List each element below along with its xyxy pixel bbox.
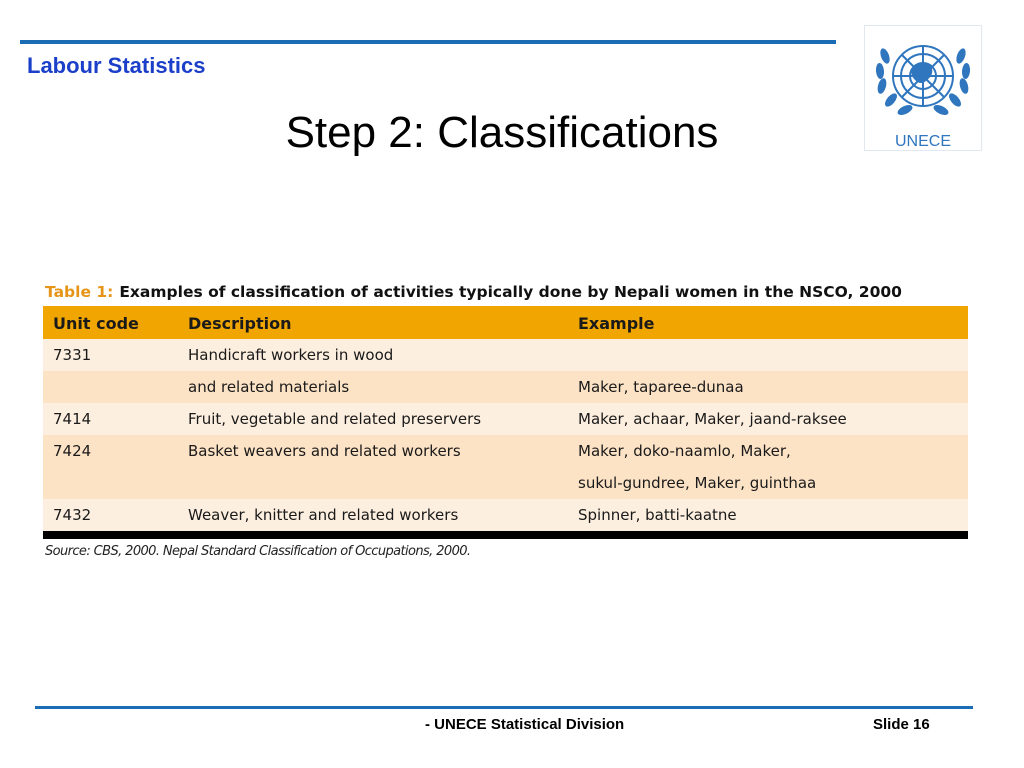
description-cell: and related materials bbox=[188, 378, 350, 396]
unit-code-cell: 7331 bbox=[53, 346, 92, 364]
table-caption bbox=[45, 283, 975, 301]
description-cell: Weaver, knitter and related workers bbox=[188, 506, 459, 524]
unece-logo bbox=[864, 25, 982, 151]
table-row bbox=[43, 499, 968, 531]
table-row bbox=[43, 371, 968, 403]
example-cell: Maker, taparee-dunaa bbox=[578, 378, 744, 396]
slide-number: Slide 16 bbox=[873, 716, 930, 733]
example-cell: Spinner, batti-kaatne bbox=[578, 506, 737, 524]
example-cell: Maker, achaar, Maker, jaand-raksee bbox=[578, 410, 847, 428]
description-cell: Basket weavers and related workers bbox=[188, 442, 461, 460]
table-row bbox=[43, 339, 968, 371]
unit-code-cell: 7414 bbox=[53, 410, 92, 428]
table-header-row bbox=[43, 306, 968, 339]
example-cell-continued: sukul-gundree, Maker, guinthaa bbox=[578, 474, 817, 492]
footer-division: - UNECE Statistical Division bbox=[425, 716, 625, 733]
column-header-unit-code: Unit code bbox=[53, 314, 139, 333]
column-header-description: Description bbox=[188, 314, 292, 333]
unit-code-cell: 7424 bbox=[53, 442, 92, 460]
logo-text: UNECE bbox=[894, 133, 951, 150]
slide-title: Step 2: Classifications bbox=[285, 108, 719, 157]
table-caption-text: Examples of classification of activities typically done by Nepali women in the NSCO, 2000 bbox=[119, 283, 902, 301]
unit-code-cell: 7432 bbox=[53, 506, 92, 524]
bottom-divider bbox=[35, 706, 973, 709]
source-note: Source: CBS, 2000. Nepal Standard Classification of Occupations, 2000. bbox=[45, 544, 471, 559]
column-header-example: Example bbox=[578, 314, 655, 333]
table-bottom-border bbox=[43, 531, 968, 539]
classification-table bbox=[43, 306, 968, 539]
un-emblem-icon bbox=[865, 26, 981, 130]
table-row bbox=[43, 403, 968, 435]
description-cell: Handicraft workers in wood bbox=[188, 346, 394, 364]
section-title: Labour Statistics bbox=[27, 53, 206, 78]
description-cell: Fruit, vegetable and related preservers bbox=[188, 410, 482, 428]
example-cell: Maker, doko-naamlo, Maker, bbox=[578, 442, 791, 460]
table-row bbox=[43, 435, 968, 499]
table-caption-label: Table 1: bbox=[45, 283, 114, 301]
top-divider bbox=[20, 40, 836, 44]
